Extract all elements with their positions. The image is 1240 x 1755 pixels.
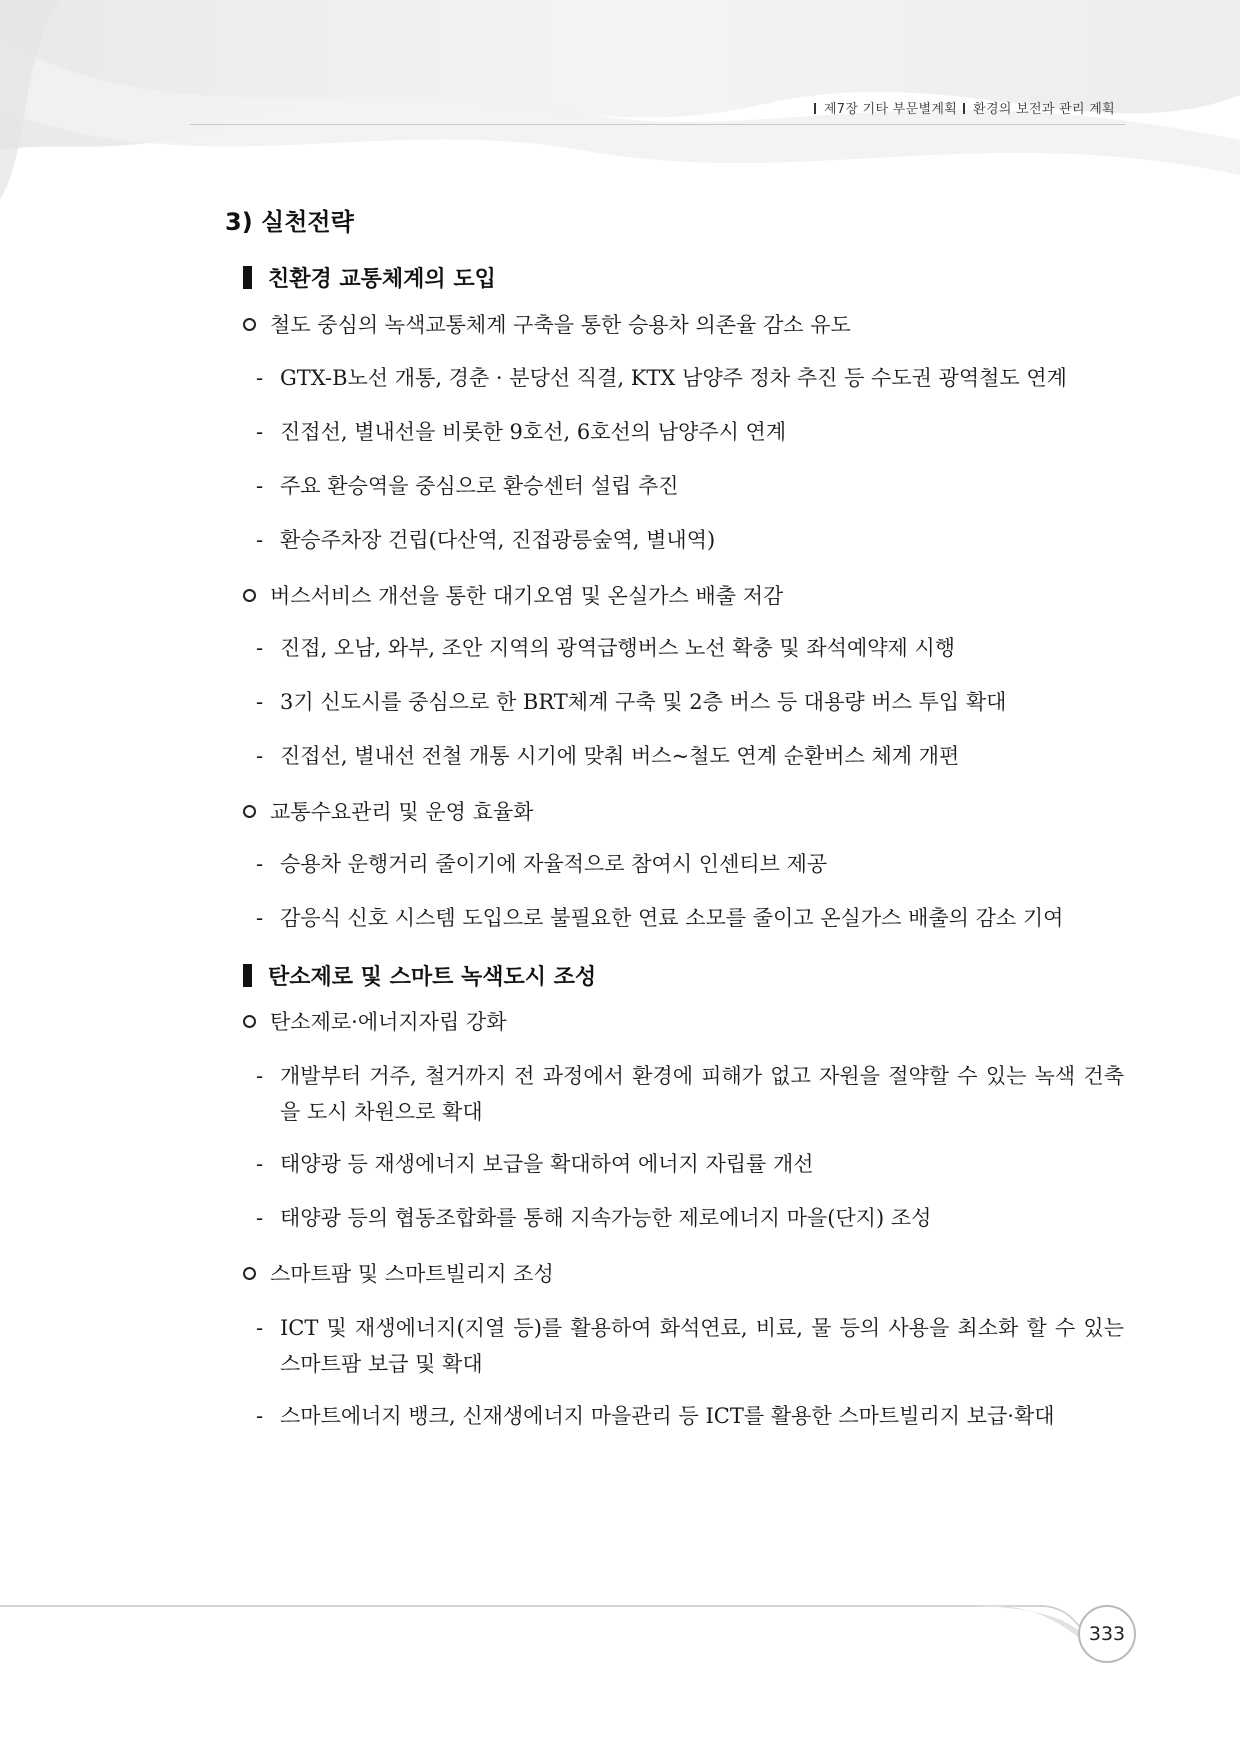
dash-marker: -	[256, 474, 264, 498]
section-title: 3) 실천전략	[225, 208, 354, 236]
dash-item	[256, 1310, 1124, 1382]
dash-item-text: ICT 및 재생에너지(지열 등)를 활용하여 화석연료, 비료, 물 등의 사용을 최소화 할 수 있는 스마트팜 보급 및 확대	[280, 1316, 1124, 1376]
dash-item	[256, 522, 1124, 558]
dash-item-text: 주요 환승역을 중심으로 환승센터 설립 추진	[280, 474, 679, 498]
header-separator	[814, 103, 816, 114]
dash-marker: -	[256, 1152, 264, 1176]
footer-wave-decoration	[0, 1580, 1240, 1700]
circle-bullet-icon	[243, 1015, 256, 1028]
bullet-item	[243, 1258, 554, 1288]
sub-heading-text: 친환경 교통체계의 도입	[268, 267, 496, 292]
dash-marker: -	[256, 1316, 264, 1340]
bullet-text: 버스서비스 개선을 통한 대기오염 및 온실가스 배출 저감	[270, 584, 784, 608]
dash-marker: -	[256, 852, 264, 876]
dash-item	[256, 414, 1124, 450]
dash-marker: -	[256, 744, 264, 768]
circle-bullet-icon	[243, 318, 256, 331]
bullet-text: 철도 중심의 녹색교통체계 구축을 통한 승용차 의존율 감소 유도	[270, 313, 851, 337]
dash-item	[256, 1200, 1124, 1236]
dash-marker: -	[256, 906, 264, 930]
dash-item-text: 진접선, 별내선 전철 개통 시기에 맞춰 버스~철도 연계 순환버스 체계 개편	[280, 744, 960, 768]
bullet-text: 탄소제로·에너지자립 강화	[270, 1010, 507, 1034]
dash-item	[256, 468, 1124, 504]
dash-item-text: 태양광 등의 협동조합화를 통해 지속가능한 제로에너지 마을(단지) 조성	[280, 1206, 932, 1230]
dash-item	[256, 1398, 1124, 1434]
dash-item-text: 환승주차장 건립(다산역, 진접광릉숲역, 별내역)	[280, 528, 716, 552]
dash-marker: -	[256, 1064, 264, 1088]
bullet-item	[243, 1006, 507, 1036]
dash-item-text: 태양광 등 재생에너지 보급을 확대하여 에너지 자립률 개선	[280, 1152, 814, 1176]
circle-bullet-icon	[243, 805, 256, 818]
dash-marker: -	[256, 1206, 264, 1230]
dash-marker: -	[256, 366, 264, 390]
circle-bullet-icon	[243, 589, 256, 602]
dash-item-text: 진접, 오남, 와부, 조안 지역의 광역급행버스 노선 확충 및 좌석예약제 시행	[280, 636, 956, 660]
dash-item-text: 감응식 신호 시스템 도입으로 불필요한 연료 소모를 줄이고 온실가스 배출의 감소 기여	[280, 906, 1064, 930]
dash-marker: -	[256, 636, 264, 660]
dash-item	[256, 738, 1124, 774]
circle-bullet-icon	[243, 1267, 256, 1280]
dash-item-text: 개발부터 거주, 철거까지 전 과정에서 환경에 피해가 없고 자원을 절약할 수 있는 녹색 건축을 도시 차원으로 확대	[280, 1064, 1124, 1124]
dash-item-text: GTX-B노선 개통, 경춘 · 분당선 직결, KTX 남양주 정차 추진 등 수도권 광역철도 연계	[280, 366, 1067, 390]
heading-marker-icon	[243, 964, 252, 987]
bullet-text: 스마트팜 및 스마트빌리지 조성	[270, 1262, 554, 1286]
header-separator	[963, 103, 965, 114]
dash-marker: -	[256, 1404, 264, 1428]
header-section: 환경의 보전과 관리 계획	[973, 102, 1115, 117]
dash-item-text: 승용차 운행거리 줄이기에 자율적으로 참여시 인센티브 제공	[280, 852, 828, 876]
dash-item	[256, 1058, 1124, 1130]
dash-item	[256, 900, 1124, 936]
sub-heading	[243, 960, 596, 991]
heading-marker-icon	[243, 266, 252, 289]
dash-marker: -	[256, 690, 264, 714]
bullet-item	[243, 580, 783, 610]
dash-item	[256, 684, 1124, 720]
bullet-text: 교통수요관리 및 운영 효율화	[270, 800, 534, 824]
running-header	[808, 98, 1115, 117]
dash-item	[256, 360, 1124, 396]
dash-item-text: 진접선, 별내선을 비롯한 9호선, 6호선의 남양주시 연계	[280, 420, 787, 444]
dash-marker: -	[256, 420, 264, 444]
header-chapter: 제7장 기타 부문별계획	[823, 102, 958, 117]
header-rule	[190, 124, 1125, 125]
dash-item-text: 스마트에너지 뱅크, 신재생에너지 마을관리 등 ICT를 활용한 스마트빌리지 보급·확대	[280, 1404, 1055, 1428]
dash-item	[256, 630, 1124, 666]
page-number: 333	[1078, 1605, 1136, 1663]
dash-item-text: 3기 신도시를 중심으로 한 BRT체계 구축 및 2층 버스 등 대용량 버스 투입 확대	[280, 690, 1007, 714]
dash-marker: -	[256, 528, 264, 552]
dash-item	[256, 846, 1124, 882]
bullet-item	[243, 796, 533, 826]
sub-heading	[243, 262, 496, 293]
sub-heading-text: 탄소제로 및 스마트 녹색도시 조성	[268, 965, 597, 990]
dash-item	[256, 1146, 1124, 1182]
bullet-item	[243, 309, 851, 339]
